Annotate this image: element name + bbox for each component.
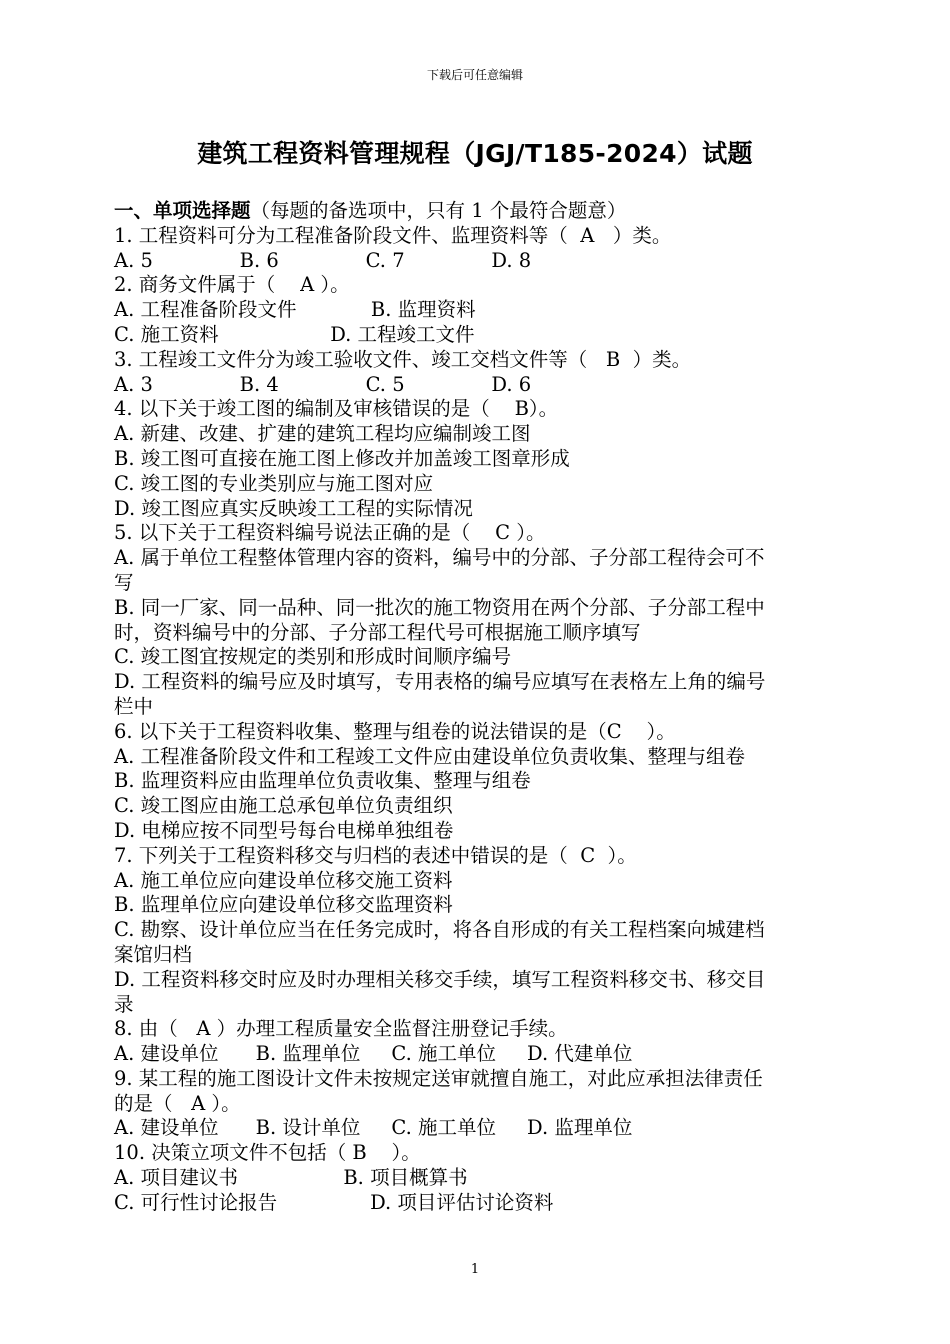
- section-heading: 一、单项选择题: [114, 199, 251, 222]
- text-line: 6. 以下关于工程资料收集、整理与组卷的说法错误的是（C ）。: [114, 719, 676, 743]
- text-line: A. 5 B. 6 C. 7 D. 8: [114, 248, 532, 272]
- text-line: A. 3 B. 4 C. 5 D. 6: [114, 372, 532, 396]
- text-line: C. 勘察、设计单位应当在任务完成时，将各自形成的有关工程档案向城建档: [114, 918, 765, 942]
- text-line: 栏中: [114, 694, 154, 718]
- text-line: D. 工程资料的编号应及时填写，专用表格的编号应填写在表格左上角的编号: [114, 670, 766, 694]
- header-note: 下载后可任意编辑: [426, 68, 523, 82]
- text-line: B. 同一厂家、同一品种、同一批次的施工物资用在两个分部、子分部工程中: [114, 595, 765, 619]
- text-line: A. 工程准备阶段文件 B. 监理资料: [114, 298, 476, 322]
- page-number: 1: [470, 1262, 480, 1277]
- section-note: （每题的备选项中，只有 1 个最符合题意）: [250, 199, 627, 222]
- text-line: B. 竣工图可直接在施工图上修改并加盖竣工图章形成: [114, 446, 570, 470]
- text-line: 4. 以下关于竣工图的编制及审核错误的是（ B）。: [114, 397, 559, 421]
- text-line: C. 可行性讨论报告 D. 项目评估讨论资料: [114, 1190, 554, 1214]
- text-line: 案馆归档: [114, 942, 193, 966]
- text-line: A. 工程准备阶段文件和工程竣工文件应由建设单位负责收集、整理与组卷: [114, 744, 745, 768]
- text-line: 10. 决策立项文件不包括（ B ）。: [114, 1141, 421, 1165]
- text-line: A. 施工单位应向建设单位移交施工资料: [114, 868, 453, 892]
- section-heading-line: [114, 199, 864, 224]
- text-line: 8. 由（ A ）办理工程质量安全监督注册登记手续。: [114, 1017, 568, 1041]
- text-line: D. 电梯应按不同型号每台电梯单独组卷: [114, 818, 454, 842]
- text-line: A. 属于单位工程整体管理内容的资料，编号中的分部、子分部工程待会可不: [114, 546, 765, 570]
- text-line: 录: [114, 992, 134, 1016]
- text-line: D. 竣工图应真实反映竣工工程的实际情况: [114, 496, 473, 520]
- text-line: A. 建设单位 B. 设计单位 C. 施工单位 D. 监理单位: [114, 1116, 633, 1140]
- text-line: 9. 某工程的施工图设计文件未按规定送审就擅自施工，对此应承担法律责任: [114, 1066, 763, 1090]
- text-line: B. 监理资料应由监理单位负责收集、整理与组卷: [114, 769, 531, 793]
- text-line: 3. 工程竣工文件分为竣工验收文件、竣工交档文件等（ B ）类。: [114, 347, 692, 371]
- text-line: 5. 以下关于工程资料编号说法正确的是（ C ）。: [114, 521, 546, 545]
- text-line: 1. 工程资料可分为工程准备阶段文件、监理资料等（ A ）类。: [114, 223, 672, 247]
- text-line: 的是（ A ）。: [114, 1091, 241, 1115]
- text-line: C. 竣工图应由施工总承包单位负责组织: [114, 794, 453, 818]
- text-line: 时，资料编号中的分部、子分部工程代号可根据施工顺序填写: [114, 620, 641, 644]
- text-line: 2. 商务文件属于（ A ）。: [114, 273, 350, 297]
- text-line: 7. 下列关于工程资料移交与归档的表述中错误的是（ C ）。: [114, 843, 637, 867]
- text-line: A. 新建、改建、扩建的建筑工程均应编制竣工图: [114, 422, 531, 446]
- document-title: 建筑工程资料管理规程（JGJ/T185-2024）试题: [197, 139, 753, 168]
- text-line: B. 监理单位应向建设单位移交监理资料: [114, 893, 453, 917]
- text-line: A. 项目建议书 B. 项目概算书: [114, 1166, 468, 1190]
- text-line: C. 竣工图的专业类别应与施工图对应: [114, 471, 434, 495]
- question-content: [114, 199, 864, 1216]
- text-line: A. 建设单位 B. 监理单位 C. 施工单位 D. 代建单位: [114, 1042, 633, 1066]
- text-line: C. 施工资料 D. 工程竣工文件: [114, 322, 475, 346]
- text-line: 写: [114, 570, 134, 594]
- text-line: C. 竣工图宜按规定的类别和形成时间顺序编号: [114, 645, 512, 669]
- text-line: D. 工程资料移交时应及时办理相关移交手续，填写工程资料移交书、移交目: [114, 967, 766, 991]
